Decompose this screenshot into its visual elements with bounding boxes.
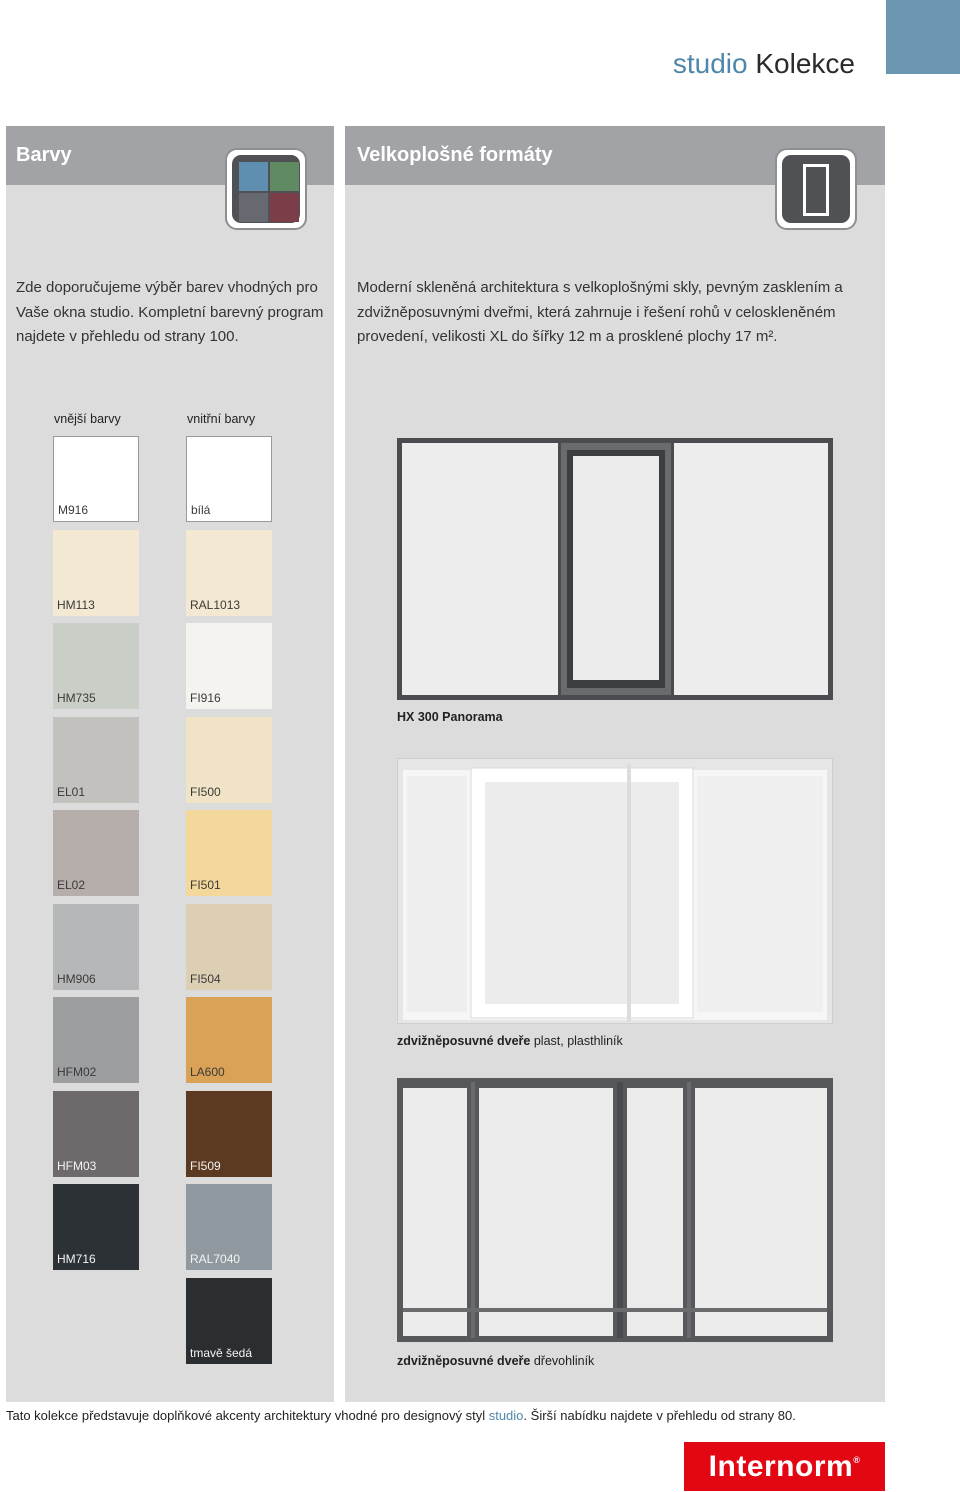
swatch-code: FI500 xyxy=(190,784,221,799)
swatch-code: tmavě šedá xyxy=(190,1345,253,1360)
color-square-icon xyxy=(270,193,299,222)
swatch-code: M916 xyxy=(58,503,89,517)
color-swatch xyxy=(186,997,272,1083)
barvy-intro: Zde doporučujeme výběr barev vhodných pro Vaše okna studio. Kompletní barevný program najdete v přehledu od strany 100. xyxy=(16,279,324,345)
formats-heading: Velkoplošné formáty xyxy=(345,126,885,185)
lift-slide-door-wood-aluminium-image xyxy=(397,1078,833,1342)
hx300-panorama-image xyxy=(397,438,833,700)
colors-badge xyxy=(225,148,307,230)
color-square-icon xyxy=(270,162,299,191)
color-swatch xyxy=(186,1278,272,1364)
color-swatch xyxy=(53,1091,139,1177)
color-swatch xyxy=(53,1184,139,1270)
swatch-code: bílá xyxy=(191,503,211,517)
barvy-panel xyxy=(6,126,334,1402)
color-swatch xyxy=(53,436,139,522)
lift-slide-door-pvc-image xyxy=(397,758,833,1024)
color-swatch xyxy=(186,904,272,990)
color-swatch xyxy=(186,717,272,803)
formats-panel xyxy=(345,126,885,1402)
swatch-code: RAL1013 xyxy=(190,597,241,612)
swatch-code: FI509 xyxy=(190,1158,221,1173)
color-swatch xyxy=(53,904,139,990)
color-swatch xyxy=(53,717,139,803)
figure-caption: HX 300 Panorama xyxy=(397,710,503,724)
colors-icon xyxy=(232,155,300,223)
swatch-code: FI916 xyxy=(190,691,221,705)
logo-text: Internorm xyxy=(708,1450,854,1483)
color-swatch xyxy=(186,530,272,616)
swatch-code: EL01 xyxy=(57,784,86,799)
swatch-code: HM906 xyxy=(57,971,96,986)
swatch-code: HFM03 xyxy=(57,1158,97,1173)
color-swatch xyxy=(53,997,139,1083)
figure-caption: zdvižněposuvné dveře dřevohliník xyxy=(397,1354,595,1368)
swatch-code: HM735 xyxy=(57,691,96,705)
title-accent: studio xyxy=(672,48,748,79)
color-square-icon xyxy=(239,193,268,222)
swatch-code: FI504 xyxy=(190,971,221,986)
barvy-heading: Barvy xyxy=(6,126,334,185)
color-swatch xyxy=(186,623,272,709)
interior-colors-heading: vnitřní barvy xyxy=(187,412,256,426)
color-swatch xyxy=(53,810,139,896)
swatch-code: HFM02 xyxy=(57,1065,97,1079)
formats-badge xyxy=(775,148,857,230)
color-square-icon xyxy=(239,162,268,191)
swatch-code: EL02 xyxy=(57,878,86,892)
swatch-code: HM113 xyxy=(57,597,95,612)
figure-caption: zdvižněposuvné dveře plast, plasthliník xyxy=(397,1034,623,1048)
swatch-code: LA600 xyxy=(190,1065,225,1079)
swatch-code: FI501 xyxy=(190,878,221,892)
swatch-code: RAL7040 xyxy=(190,1252,241,1266)
footer-note: Tato kolekce představuje doplňkové akcenty architektury vhodné pro designový styl studio. Širší nabídku najdete v přehledu od strany 80. xyxy=(6,1408,796,1423)
formats-intro: Moderní skleněná architektura s velkoplošnými skly, pevným zasklením a zdvižněposuvnými dveřmi, která zahrnuje i řešení rohů v celoskleněném provedení, velikosti XL do šířky 12 m a prosklené plochy 17 m². xyxy=(357,279,843,345)
title-rest: Kolekce xyxy=(755,48,855,79)
color-swatch xyxy=(186,810,272,896)
color-swatch xyxy=(186,436,272,522)
color-swatch xyxy=(186,1184,272,1270)
swatch-code: HM716 xyxy=(57,1252,96,1266)
color-swatch xyxy=(53,623,139,709)
large-window-icon xyxy=(782,155,850,223)
registered-mark: ® xyxy=(853,1455,861,1465)
corner-accent xyxy=(886,0,960,74)
color-swatch xyxy=(186,1091,272,1177)
page-title xyxy=(673,48,855,80)
internorm-logo[interactable] xyxy=(684,1442,885,1491)
color-swatch xyxy=(53,530,139,616)
exterior-colors-heading: vnější barvy xyxy=(54,412,121,426)
